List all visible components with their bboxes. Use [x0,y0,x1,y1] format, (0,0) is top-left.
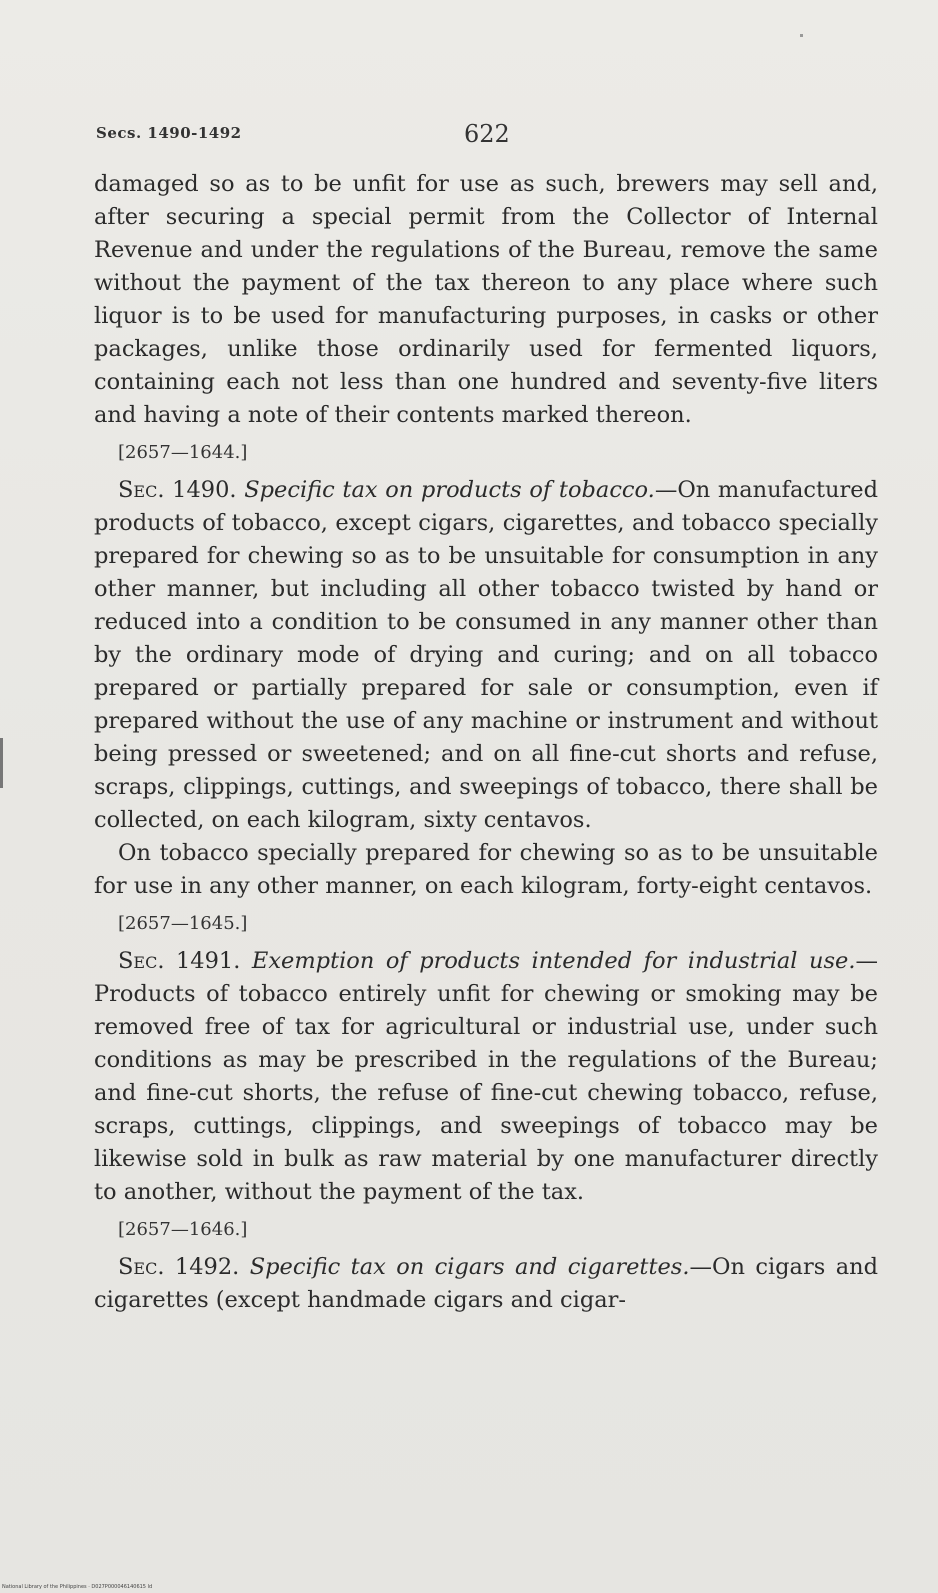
reference-1645: [2657—1645.] [118,913,248,934]
scan-speck [800,34,803,37]
library-credit: National Library of the Philippines · D027P000046140615 ld [2,1584,153,1590]
page-header [96,120,516,150]
section-1492-title: Specific tax on cigars and cigarettes. [249,1254,690,1280]
section-1490-label: Sec. 1490. [118,477,237,503]
section-1490-second-paragraph: On tobacco specially prepared for chewing so as to be unsuitable for use in any other manner, on each kilogram, forty-eight centavos. [94,840,878,899]
section-1490-text: —On manufactured products of tobacco, except cigars, cigarettes, and tobacco specially prepared for chewing so as to be unsuitable for consumption in any other manner, but including all other tobacco twisted by hand or reduced into a condition to be consumed in any manner other than by the ordinary mode of drying and curing; and on all tobacco prepared or partially prepared for sale or consumption, even if prepared without the use of any machine or instrument and without being pressed or sweetened; and on all fine-cut shorts and refuse, scraps, clippings, cuttings, and sweepings of tobacco, there shall be collected, on each kilogram, sixty centavos. [94,477,879,833]
page-number: 622 [464,120,510,148]
section-range: Secs. 1490-1492 [96,124,242,142]
section-1491-title: Exemption of products intended for industrial use. [251,948,856,974]
continuation-paragraph: damaged so as to be unfit for use as such, brewers may sell and, after securing a special permit from the Collector of Internal Revenue and under the regulations of the Bureau, remove the same without the payment of the tax thereon to any place where such liquor is to be used for manufacturing purposes, in casks or other packages, unlike those ordinarily used for fermented liquors, containing each not less than one hundred and seventy-five liters and having a note of their contents marked thereon. [94,171,878,428]
reference-1646: [2657—1646.] [118,1219,248,1240]
section-1492-label: Sec. 1492. [118,1254,240,1280]
reference-1644: [2657—1644.] [118,442,248,463]
section-1491-label: Sec. 1491. [118,948,241,974]
section-1491-paragraph [94,945,878,1209]
section-1492-paragraph [94,1251,878,1317]
section-1490-paragraph [94,474,878,837]
section-1492-text: —On cigars and cigarettes (except handmade cigars and cigar- [94,1254,878,1313]
section-1491-text: —Products of tobacco entirely unfit for chewing or smoking may be removed free of tax for agricultural or industrial use, under such conditions as may be prescribed in the regulations of the Bureau; and fine-cut shorts, the refuse of fine-cut chewing tobacco, refuse, scraps, cuttings, clippings, and sweepings of tobacco may be likewise sold in bulk as raw material by one manufacturer directly to another, without the payment of the tax. [94,948,878,1205]
section-1490-title: Specific tax on products of tobacco. [244,477,655,503]
scan-edge-mark [0,738,3,788]
page-body [94,168,878,1317]
